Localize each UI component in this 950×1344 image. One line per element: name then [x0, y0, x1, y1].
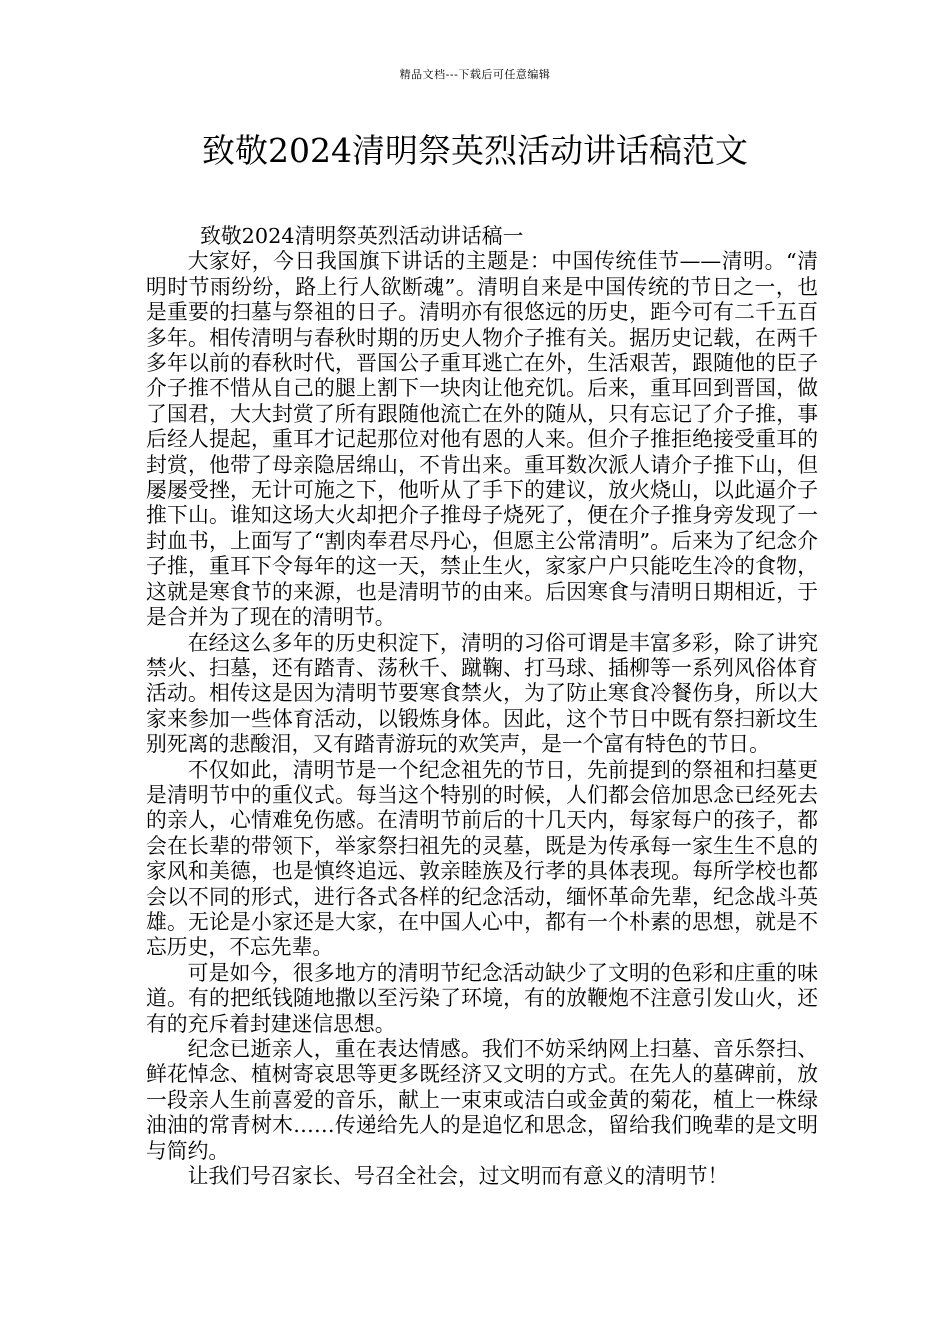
document-body	[146, 224, 818, 1189]
paragraph-1: 大家好，今日我国旗下讲话的主题是：中国传统佳节——清明。“清明时节雨纷纷，路上行人欲断魂”。清明自来是中国传统的节日之一，也是重要的扫墓与祭祖的日子。清明亦有很悠远的历史，距今可有二千五百多年。相传清明与春秋时期的历史人物介子推有关。据历史记载，在两千多年以前的春秋时代，晋国公子重耳逃亡在外，生活艰苦，跟随他的臣子介子推不惜从自己的腿上割下一块肉让他充饥。后来，重耳回到晋国，做了国君，大大封赏了所有跟随他流亡在外的随从，只有忘记了介子推，事后经人提起，重耳才记起那位对他有恩的人来。但介子推拒绝接受重耳的封赏，他带了母亲隐居绵山，不肯出来。重耳数次派人请介子推下山，但屡屡受挫，无计可施之下，他听从了手下的建议，放火烧山，以此逼介子推下山。谁知这场大火却把介子推母子烧死了，便在介子推身旁发现了一封血书，上面写了“割肉奉君尽丹心，但愿主公常清明”。后来为了纪念介子推，重耳下令每年的这一天，禁止生火，家家户户只能吃生冷的食物，这就是寒食节的来源，也是清明节的由来。后因寒食与清明日期相近，于是合并为了现在的清明节。	[146, 249, 818, 630]
paragraph-4: 可是如今，很多地方的清明节纪念活动缺少了文明的色彩和庄重的味道。有的把纸钱随地撒以至污染了环境，有的放鞭炮不注意引发山火，还有的充斥着封建迷信思想。	[146, 960, 818, 1036]
paragraph-5: 纪念已逝亲人，重在表达情感。我们不妨采纳网上扫墓、音乐祭扫、鲜花悼念、植树寄哀思等更多既经济又文明的方式。在先人的墓碑前，放一段亲人生前喜爱的音乐，献上一束束或洁白或金黄的菊花，植上一株绿油油的常青树木……传递给先人的是追忆和思念，留给我们晚辈的是文明与简约。	[146, 1037, 818, 1163]
header-note: 精品文档---下载后可任意编辑	[399, 68, 551, 81]
speech-subtitle: 致敬2024清明祭英烈活动讲话稿一	[200, 224, 524, 248]
paragraph-3: 不仅如此，清明节是一个纪念祖先的节日，先前提到的祭祖和扫墓更是清明节中的重仪式。每当这个特别的时候，人们都会倍加思念已经死去的亲人，心情难免伤感。在清明节前后的十几天内，每家每户的孩子，都会在长辈的带领下，举家祭扫祖先的灵墓，既是为传承每一家生生不息的家风和美德，也是慎终追远、敦亲睦族及行孝的具体表现。每所学校也都会以不同的形式，进行各式各样的纪念活动，缅怀革命先辈，纪念战斗英雄。无论是小家还是大家，在中国人心中，都有一个朴素的思想，就是不忘历史，不忘先辈。	[146, 757, 818, 960]
paragraph-2: 在经这么多年的历史积淀下，清明的习俗可谓是丰富多彩，除了讲究禁火、扫墓，还有踏青、荡秋千、蹴鞠、打马球、插柳等一系列风俗体育活动。相传这是因为清明节要寒食禁火，为了防止寒食冷餐伤身，所以大家来参加一些体育活动，以锻炼身体。因此，这个节日中既有祭扫新坟生别死离的悲酸泪，又有踏青游玩的欢笑声，是一个富有特色的节日。	[146, 630, 818, 757]
page-title: 致敬2024清明祭英烈活动讲话稿范文	[202, 131, 748, 170]
paragraph-6: 让我们号召家长、号召全社会，过文明而有意义的清明节！	[187, 1164, 729, 1189]
